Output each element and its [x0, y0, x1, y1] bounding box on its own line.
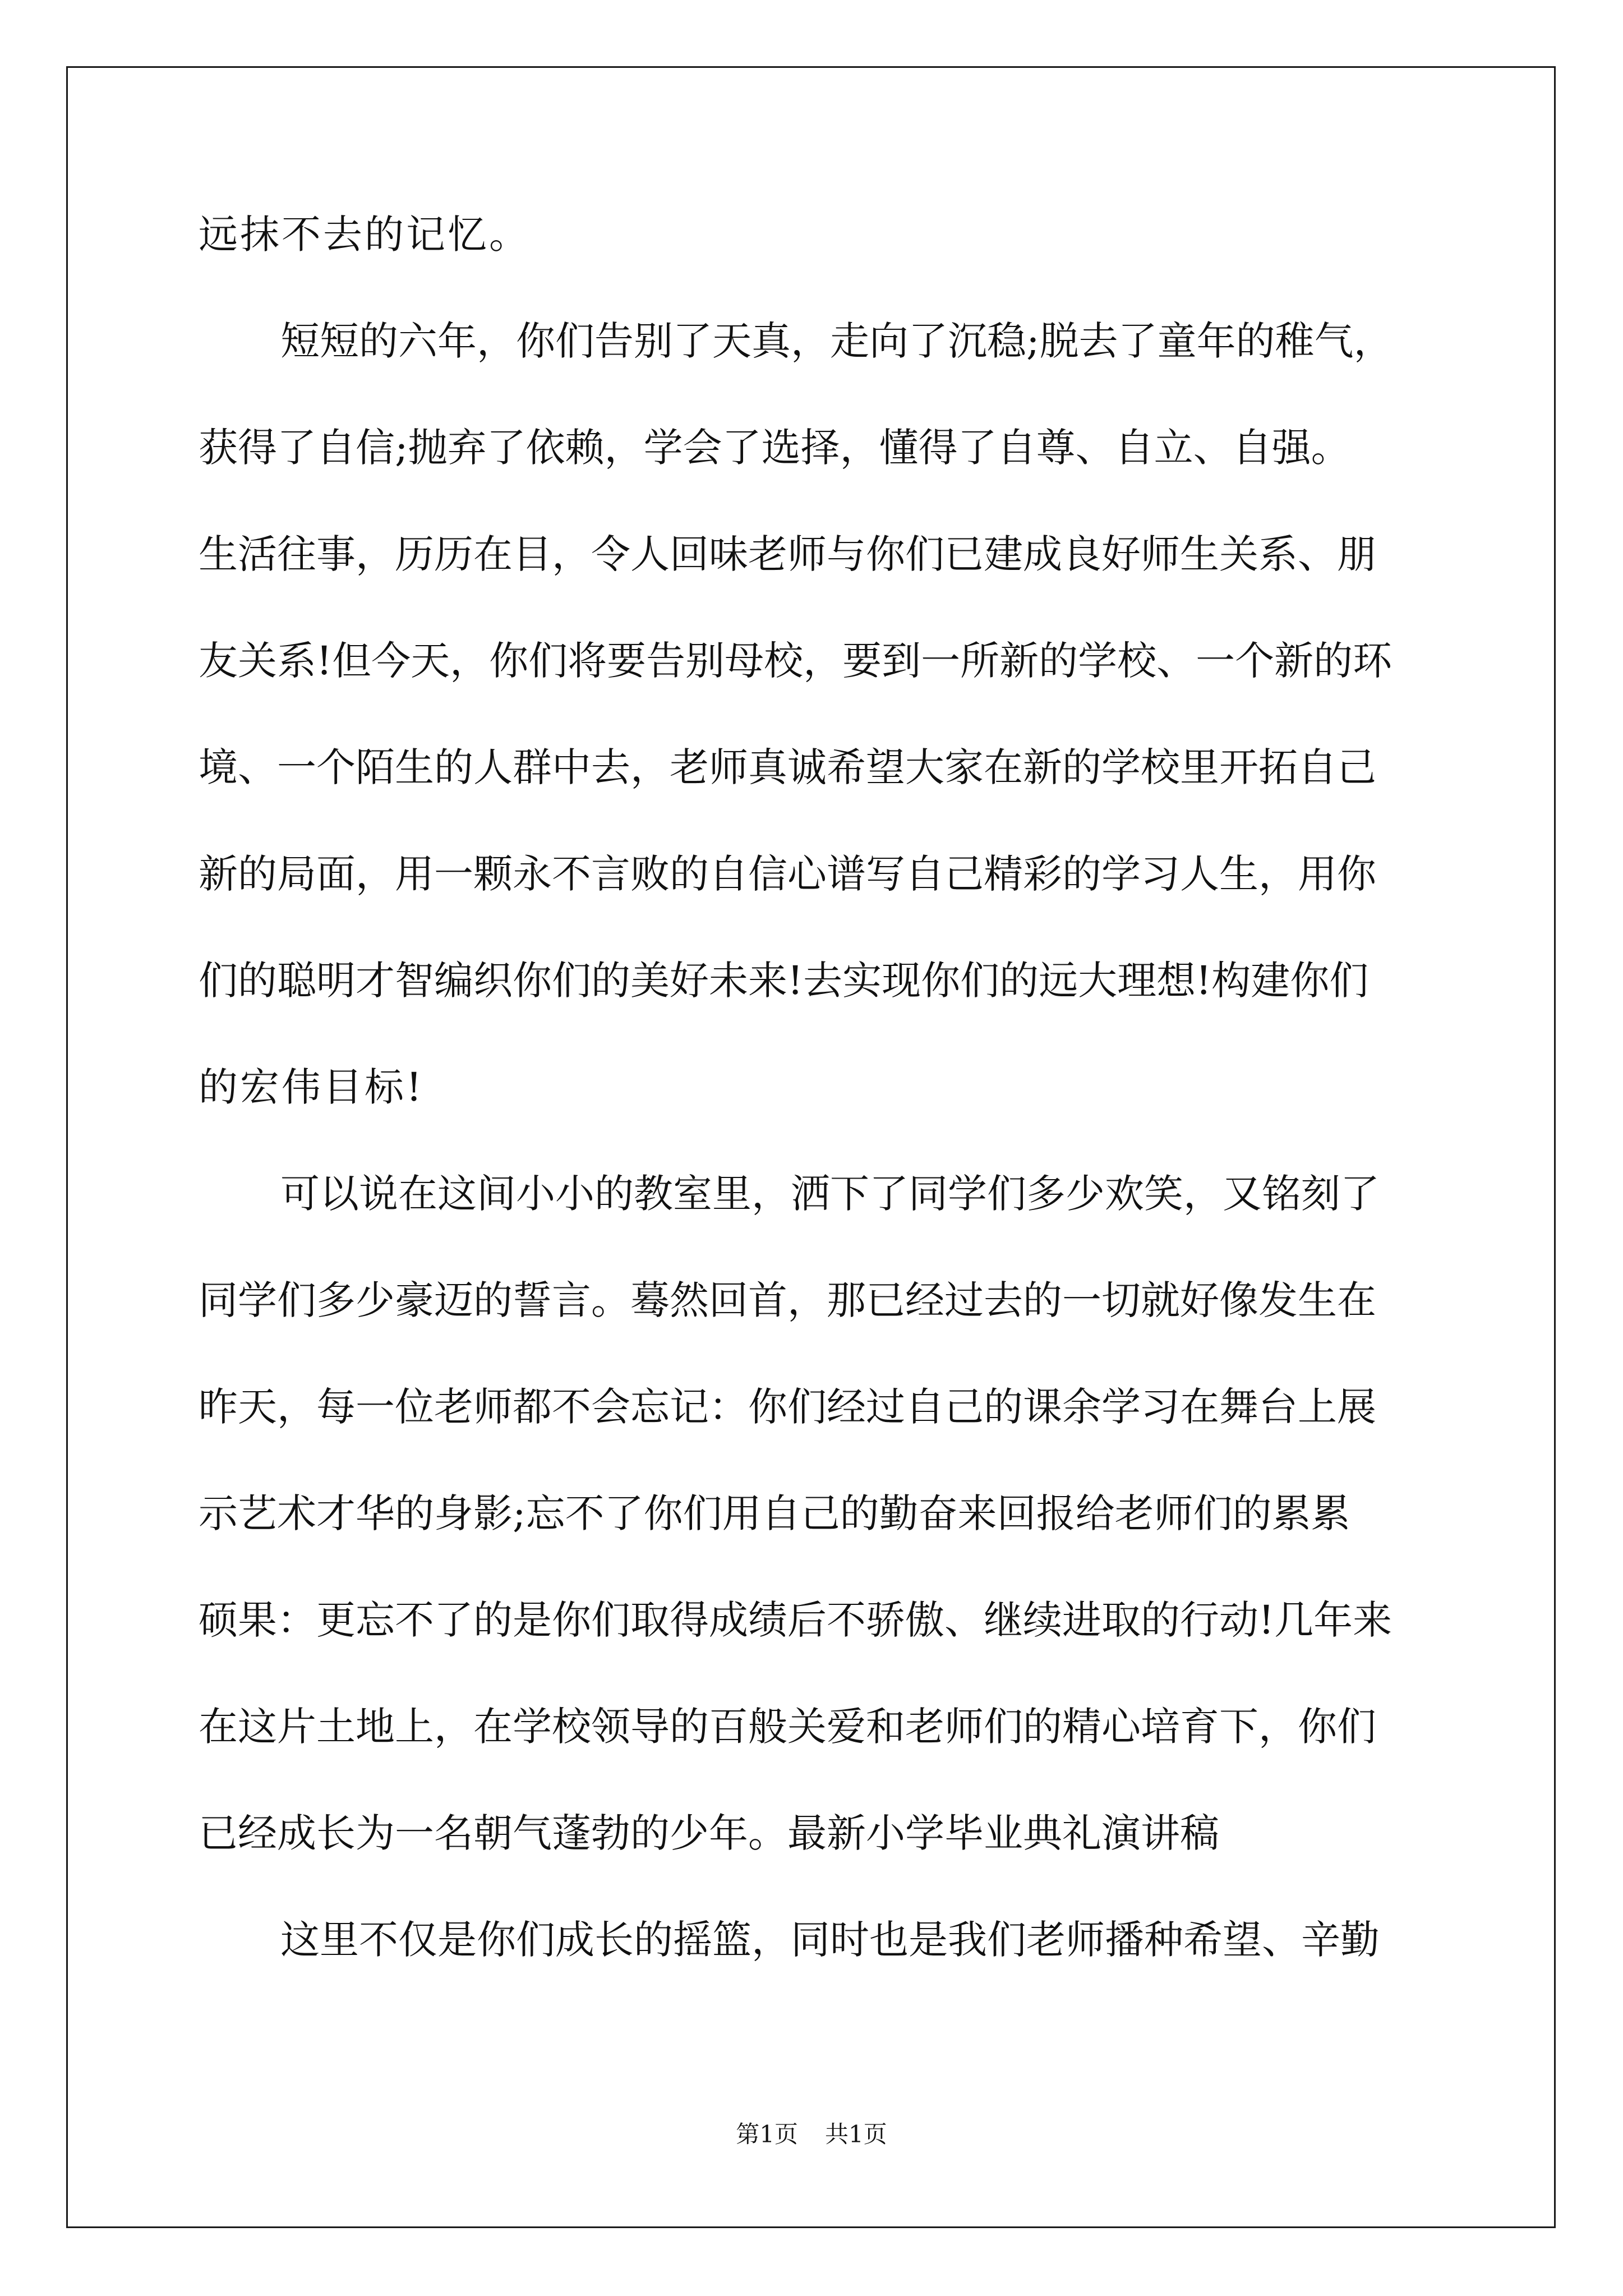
- text-line: 远抹不去的记忆。: [199, 211, 531, 257]
- page-footer: [0, 2116, 1623, 2150]
- text-line: 昨天，每一位老师都不会忘记：你们经过自己的课余学习在舞台上展: [199, 1384, 1376, 1430]
- text-line: 的宏伟目标!: [199, 1064, 425, 1110]
- text-line: 同学们多少豪迈的誓言。蓦然回首，那已经过去的一切就好像发生在: [199, 1277, 1376, 1323]
- text-line: 新的局面，用一颗永不言败的自信心谱写自己精彩的学习人生，用你: [199, 851, 1376, 897]
- page-number-total: 共1页: [825, 2120, 887, 2148]
- text-line: 可以说在这间小小的教室里，洒下了同学们多少欢笑，又铭刻了: [280, 1171, 1380, 1217]
- text-line: 获得了自信;抛弃了依赖，学会了选择，懂得了自尊、自立、自强。: [199, 425, 1350, 471]
- text-line: 短短的六年，你们告别了天真，走向了沉稳;脱去了童年的稚气，: [280, 318, 1393, 364]
- page-number-current: 第1页: [736, 2120, 798, 2148]
- text-line: 友关系!但今天，你们将要告别母校，要到一所新的学校、一个新的环: [199, 638, 1393, 684]
- text-line: 已经成长为一名朝气蓬勃的少年。最新小学毕业典礼演讲稿: [199, 1810, 1219, 1856]
- text-line: 生活往事，历历在目，令人回味老师与你们已建成良好师生关系、朋: [199, 531, 1376, 577]
- text-line: 硕果：更忘不了的是你们取得成绩后不骄傲、继续进取的行动!几年来: [199, 1597, 1393, 1643]
- text-line: 境、一个陌生的人群中去，老师真诚希望大家在新的学校里开拓自己: [199, 744, 1376, 790]
- text-line: 们的聪明才智编织你们的美好未来!去实现你们的远大理想!构建你们: [199, 958, 1369, 1004]
- document-body: [199, 206, 1432, 2018]
- text-line: 在这片土地上，在学校领导的百般关爱和老师们的精心培育下，你们: [199, 1704, 1376, 1750]
- text-line: 示艺术才华的身影;忘不了你们用自己的勤奋来回报给老师们的累累: [199, 1490, 1350, 1536]
- text-line: 这里不仅是你们成长的摇篮，同时也是我们老师播种希望、辛勤: [280, 1917, 1380, 1963]
